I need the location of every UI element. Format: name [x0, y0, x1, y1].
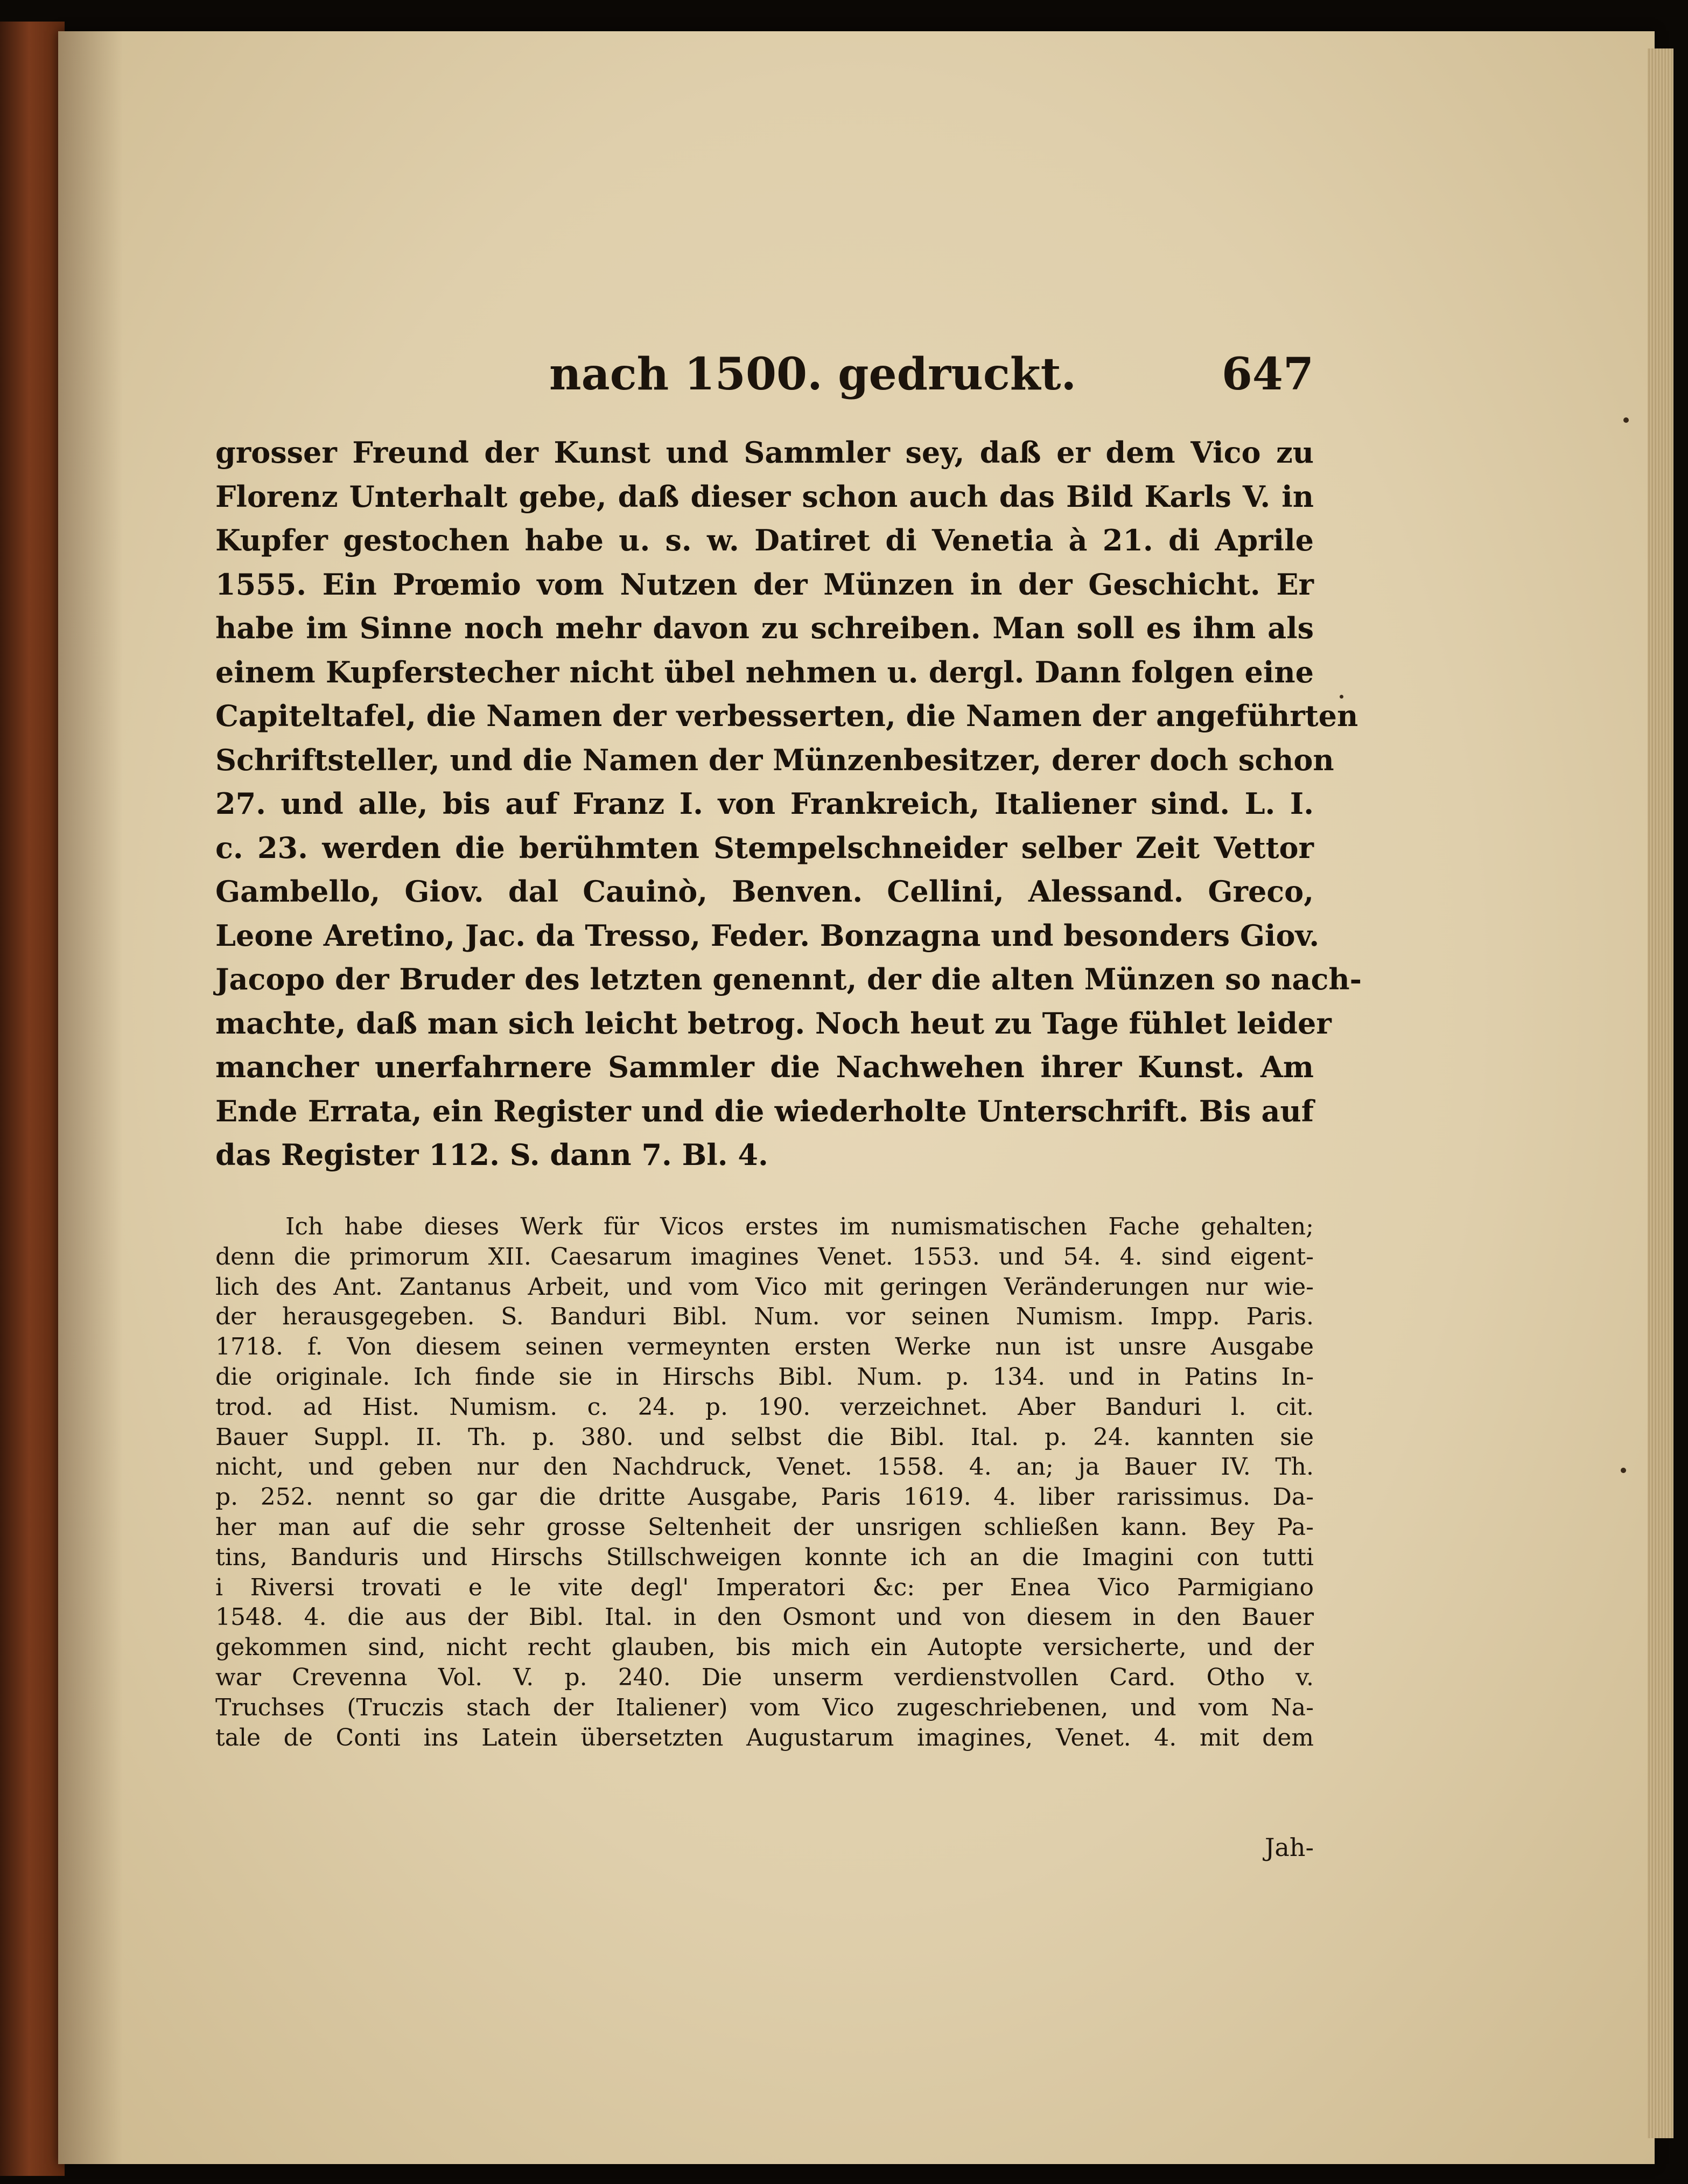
paper-speck	[1623, 417, 1629, 423]
body-line: 1555. Ein Prœmio vom Nutzen der Münzen in der Geschicht. Er	[215, 567, 1314, 602]
body-line: 27. und alle, bis auf Franz I. von Frankreich, Italiener sind. L. I.	[215, 786, 1314, 821]
page-number: 647	[1221, 348, 1314, 400]
note-line: Bauer Suppl. II. Th. p. 380. und selbst die Bibl. Ital. p. 24. kannten sie	[215, 1423, 1314, 1451]
book-cover-edge	[0, 22, 65, 2176]
body-line: Jacopo der Bruder des letzten genennt, der die alten Münzen so nach-	[215, 962, 1362, 996]
note-line: tale de Conti ins Latein übersetzten Augustarum imagines, Venet. 4. mit dem	[215, 1724, 1314, 1752]
body-line: einem Kupferstecher nicht übel nehmen u. dergl. Dann folgen eine	[215, 654, 1314, 689]
body-line: Kupfer gestochen habe u. s. w. Datiret di Venetia à 21. di Aprile	[215, 523, 1314, 557]
body-line: das Register 112. S. dann 7. Bl. 4.	[215, 1138, 768, 1172]
page-header	[549, 345, 1314, 404]
body-line: Schriftsteller, und die Namen der Münzenbesitzer, derer doch schon	[215, 742, 1334, 777]
body-line: machte, daß man sich leicht betrog. Noch heut zu Tage fühlet leider	[215, 1006, 1332, 1041]
catchword: Jah-	[1264, 1833, 1314, 1862]
paper-speck	[1340, 695, 1343, 699]
note-line: nicht, und geben nur den Nachdruck, Venet. 1558. 4. an; ja Bauer IV. Th.	[215, 1453, 1314, 1481]
body-line: c. 23. werden die berühmten Stempelschneider selber Zeit Vettor	[215, 830, 1314, 865]
note-line: Truchses (Truczis stach der Italiener) vom Vico zugeschriebenen, und vom Na-	[215, 1693, 1314, 1721]
footnote-block	[215, 1212, 1314, 1753]
running-head: nach 1500. gedruckt.	[549, 348, 1076, 400]
note-line: lich des Ant. Zantanus Arbeit, und vom Vico mit geringen Veränderungen nur wie-	[215, 1273, 1314, 1301]
body-line: grosser Freund der Kunst und Sammler sey, daß er dem Vico zu	[215, 435, 1314, 470]
note-line: denn die primorum XII. Caesarum imagines Venet. 1553. und 54. 4. sind eigent-	[215, 1243, 1314, 1271]
note-line: gekommen sind, nicht recht glauben, bis mich ein Autopte versicherte, und der	[215, 1634, 1314, 1662]
note-line: der herausgegeben. S. Banduri Bibl. Num. vor seinen Numism. Impp. Paris.	[215, 1303, 1314, 1331]
paper-speck	[1621, 1468, 1626, 1473]
body-line: Florenz Unterhalt gebe, daß dieser schon auch das Bild Karls V. in	[215, 479, 1314, 514]
body-line: Gambello, Giov. dal Cauinò, Benven. Cellini, Alessand. Greco,	[215, 874, 1314, 909]
note-line: tins, Banduris und Hirschs Stillschweigen konnte ich an die Imagini con tutti	[215, 1543, 1314, 1571]
body-line: mancher unerfahrnere Sammler die Nachwehen ihrer Kunst. Am	[215, 1050, 1314, 1084]
main-text-block	[215, 431, 1362, 1177]
gutter-shadow	[58, 31, 123, 2164]
note-line: 1718. f. Von diesem seinen vermeynten ersten Werke nun ist unsre Ausgabe	[215, 1333, 1314, 1361]
body-line: habe im Sinne noch mehr davon zu schreiben. Man soll es ihm als	[215, 611, 1314, 645]
note-line: p. 252. nennt so gar die dritte Ausgabe, Paris 1619. 4. liber rarissimus. Da-	[215, 1483, 1314, 1511]
body-line: Capiteltafel, die Namen der verbesserten, die Namen der angeführten	[215, 699, 1358, 733]
body-line: Leone Aretino, Jac. da Tresso, Feder. Bonzagna und besonders Giov.	[215, 918, 1320, 953]
note-line: trod. ad Hist. Numism. c. 24. p. 190. verzeichnet. Aber Banduri l. cit.	[215, 1393, 1314, 1421]
note-line: i Riversi trovati e le vite degl' Imperatori &c: per Enea Vico Parmigiano	[215, 1573, 1314, 1601]
body-line: Ende Errata, ein Register und die wiederholte Unterschrift. Bis auf	[215, 1093, 1314, 1128]
page-edges	[1648, 48, 1673, 2138]
note-line: 1548. 4. die aus der Bibl. Ital. in den Osmont und von diesem in den Bauer	[215, 1603, 1314, 1631]
note-line: war Crevenna Vol. V. p. 240. Die unserm verdienstvollen Card. Otho v.	[215, 1663, 1314, 1691]
note-line: Ich habe dieses Werk für Vicos erstes im numismatischen Fache gehalten;	[285, 1213, 1314, 1240]
note-line: her man auf die sehr grosse Seltenheit der unsrigen schließen kann. Bey Pa-	[215, 1513, 1314, 1541]
note-line: die originale. Ich finde sie in Hirschs Bibl. Num. p. 134. und in Patins In-	[215, 1363, 1314, 1391]
